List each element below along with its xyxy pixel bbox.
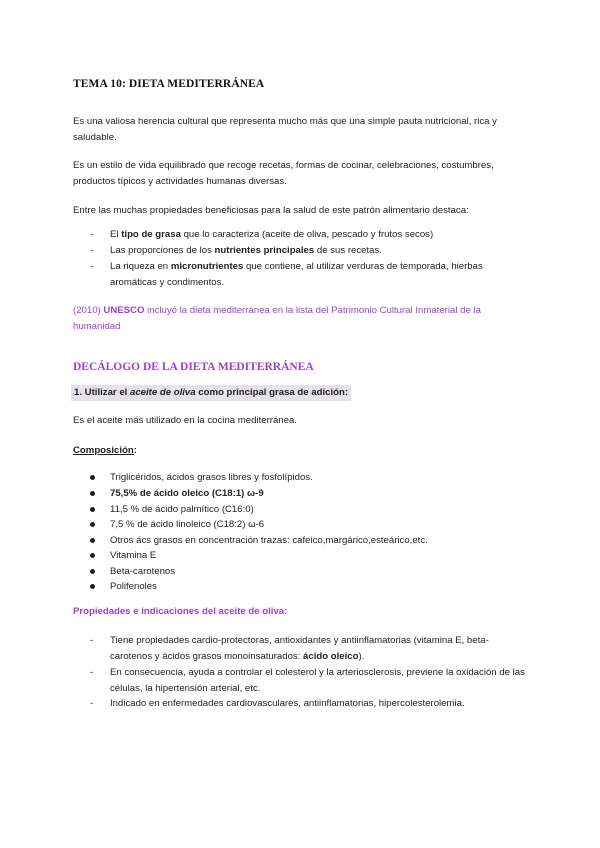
point-1-pre: 1. Utilizar el	[74, 387, 130, 398]
composition-text: 7,5 % de ácido linoleico (C18:2) ω-6	[110, 519, 265, 530]
bullet-icon	[90, 569, 95, 574]
dash-marker: -	[90, 245, 94, 256]
property-text: ).	[358, 650, 365, 662]
properties-title: Propiedades e indicaciones del aceite de oliva:	[73, 606, 288, 617]
unesco-org: UNESCO	[103, 305, 145, 316]
point-1-heading	[71, 385, 351, 401]
property-bold: ácido oleico	[303, 650, 359, 662]
bullet-icon	[90, 475, 95, 480]
bullet-icon	[90, 538, 95, 543]
benefit-bold: micronutrientes	[170, 261, 244, 272]
intro-paragraph-1: Es una valiosa herencia cultural que representa mucho más que una simple pauta nutricional, rica y saludable.	[73, 116, 497, 143]
bullet-icon	[90, 584, 95, 589]
composition-text: Triglicéridos, ácidos grasos libres y fosfolípidos.	[110, 472, 313, 483]
point-1-italic: aceite de oliva	[129, 387, 196, 398]
benefit-text: que lo caracteriza (aceite de oliva, pescado y frutos secos)	[180, 229, 434, 240]
composition-text: 11,5 % de ácido palmítico (C16:0)	[110, 504, 254, 515]
dash-marker: -	[90, 635, 94, 646]
property-text: En consecuencia, ayuda a controlar el colesterol y la arteriosclerosis, previene la oxidación de las células, la hipertensión arterial, etc.	[110, 667, 525, 694]
property-text: Indicado en enfermedades cardiovasculares, antiinflamatorias, hipercolesterolemia.	[110, 698, 465, 709]
benefit-text: Las proporciones de los	[110, 245, 215, 256]
benefit-text: que contiene, al utilizar verduras de temporada, hierbas aromáticas y condimentos.	[110, 261, 483, 288]
bullet-icon	[90, 507, 95, 512]
point-1-text: Es el aceite más utilizado en la cocina mediterránea.	[73, 415, 297, 426]
intro-paragraph-2: Es un estilo de vida equilibrado que recoge recetas, formas de cocinar, celebraciones, costumbres, productos típicos y actividades humanas diversas.	[73, 160, 494, 187]
composition-text: 75,5% de ácido oleico (C18:1) ω-9	[110, 488, 264, 499]
dash-marker: -	[90, 698, 94, 709]
property-text: Tiene propiedades cardio-protectoras, antioxidantes y antiinflamatorias (vitamina E, beta-carotenos y ácidos grasos monoinsaturados:	[110, 635, 489, 662]
bullet-icon	[90, 553, 95, 558]
composition-text: Otros ács grasos en concentración trazas: cafeico,margárico,esteárico,etc.	[110, 535, 428, 546]
composition-label: Composición	[73, 445, 134, 456]
decalogue-title: DECÁLOGO DE LA DIETA MEDITERRÁNEA	[73, 361, 314, 373]
benefit-text: La riqueza en	[110, 261, 171, 272]
dash-marker: -	[90, 229, 94, 240]
benefit-text: El	[110, 229, 122, 240]
composition-heading	[73, 443, 523, 459]
point-1-post: como principal grasa de adición:	[195, 387, 349, 398]
benefit-text: de sus recetas.	[314, 245, 382, 256]
unesco-note	[73, 303, 523, 334]
unesco-text: incluyó la dieta mediterránea en la lista del Patrimonio Cultural Inmaterial de la humanidad	[73, 305, 481, 332]
page-title: TEMA 10: DIETA MEDITERRÁNEA	[73, 78, 265, 90]
intro-paragraph-3: Entre las muchas propiedades beneficiosas para la salud de este patrón alimentario destaca:	[73, 205, 469, 216]
bullet-icon	[90, 522, 95, 527]
benefit-bold: tipo de grasa	[121, 229, 181, 240]
composition-text: Polifenoles	[110, 581, 157, 592]
bullet-icon	[90, 491, 95, 496]
dash-marker: -	[90, 667, 94, 678]
dash-marker: -	[90, 261, 94, 272]
benefit-bold: nutrientes principales	[214, 245, 315, 256]
unesco-year: (2010)	[73, 305, 101, 316]
composition-text: Beta-carotenos	[110, 566, 176, 577]
composition-colon: :	[133, 445, 137, 456]
composition-text: Vitamina E	[110, 550, 157, 561]
